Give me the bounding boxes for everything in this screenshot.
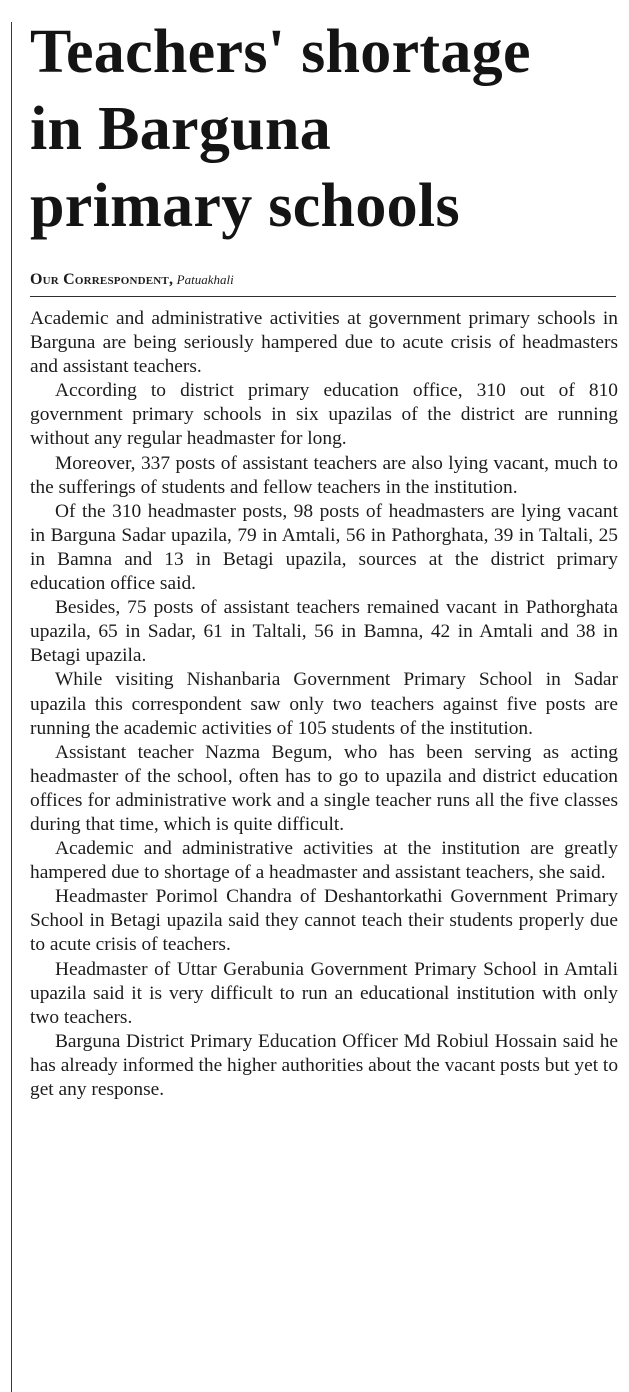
- paragraph: Academic and administrative activities at government primary schools in Barguna are being seriously hampered due to acute crisis of headmasters and assistant teachers.: [30, 308, 618, 378]
- paragraph: Headmaster Porimol Chandra of Deshantorkathi Government Primary School in Betagi upazila said they cannot teach their students properly due to acute crisis of teachers.: [30, 886, 618, 956]
- headline-line: in Barguna: [30, 95, 332, 163]
- paragraph: While visiting Nishanbaria Government Primary School in Sadar upazila this correspondent saw only two teachers against five posts are running the academic activities of 105 students of the institution.: [30, 669, 618, 739]
- headline-line: primary schools: [30, 172, 460, 240]
- paragraph: According to district primary education office, 310 out of 810 government primary schools in six upazilas of the district are running without any regular headmaster for long.: [30, 380, 618, 450]
- column-rule: [11, 22, 12, 1392]
- byline-location: Patuakhali: [176, 272, 234, 287]
- byline: [30, 271, 618, 290]
- paragraph: Academic and administrative activities at the institution are greatly hampered due to shortage of a headmaster and assistant teachers, she said.: [30, 838, 618, 884]
- paragraph: Besides, 75 posts of assistant teachers remained vacant in Pathorghata upazila, 65 in Sadar, 61 in Taltali, 56 in Bamna, 42 in Amtali and 38 in Betagi upazila.: [30, 597, 618, 667]
- headline-line: Teachers' shortage: [30, 18, 531, 86]
- article: [30, 14, 618, 1102]
- paragraph: Headmaster of Uttar Gerabunia Government Primary School in Amtali upazila said it is very difficult to run an educational institution with only two teachers.: [30, 958, 618, 1028]
- paragraph: Barguna District Primary Education Officer Md Robiul Hossain said he has already informed the higher authorities about the vacant posts but yet to get any response.: [30, 1030, 619, 1100]
- article-body: [30, 307, 618, 1102]
- paragraph: Assistant teacher Nazma Begum, who has been serving as acting headmaster of the school, often has to go to upazila and district education offices for administrative work and a single teacher runs all the five classes during that time, which is quite difficult.: [30, 741, 618, 835]
- headline: [30, 14, 618, 245]
- paragraph: Moreover, 337 posts of assistant teachers are also lying vacant, much to the sufferings of students and fellow teachers in the institution.: [30, 452, 618, 498]
- byline-author: Our Correspondent,: [30, 271, 174, 288]
- paragraph: Of the 310 headmaster posts, 98 posts of headmasters are lying vacant in Barguna Sadar upazila, 79 in Amtali, 56 in Pathorghata, 39 in Taltali, 25 in Bamna and 13 in Betagi upazila, sources at the district primary education office said.: [30, 500, 618, 595]
- byline-divider: [30, 296, 616, 297]
